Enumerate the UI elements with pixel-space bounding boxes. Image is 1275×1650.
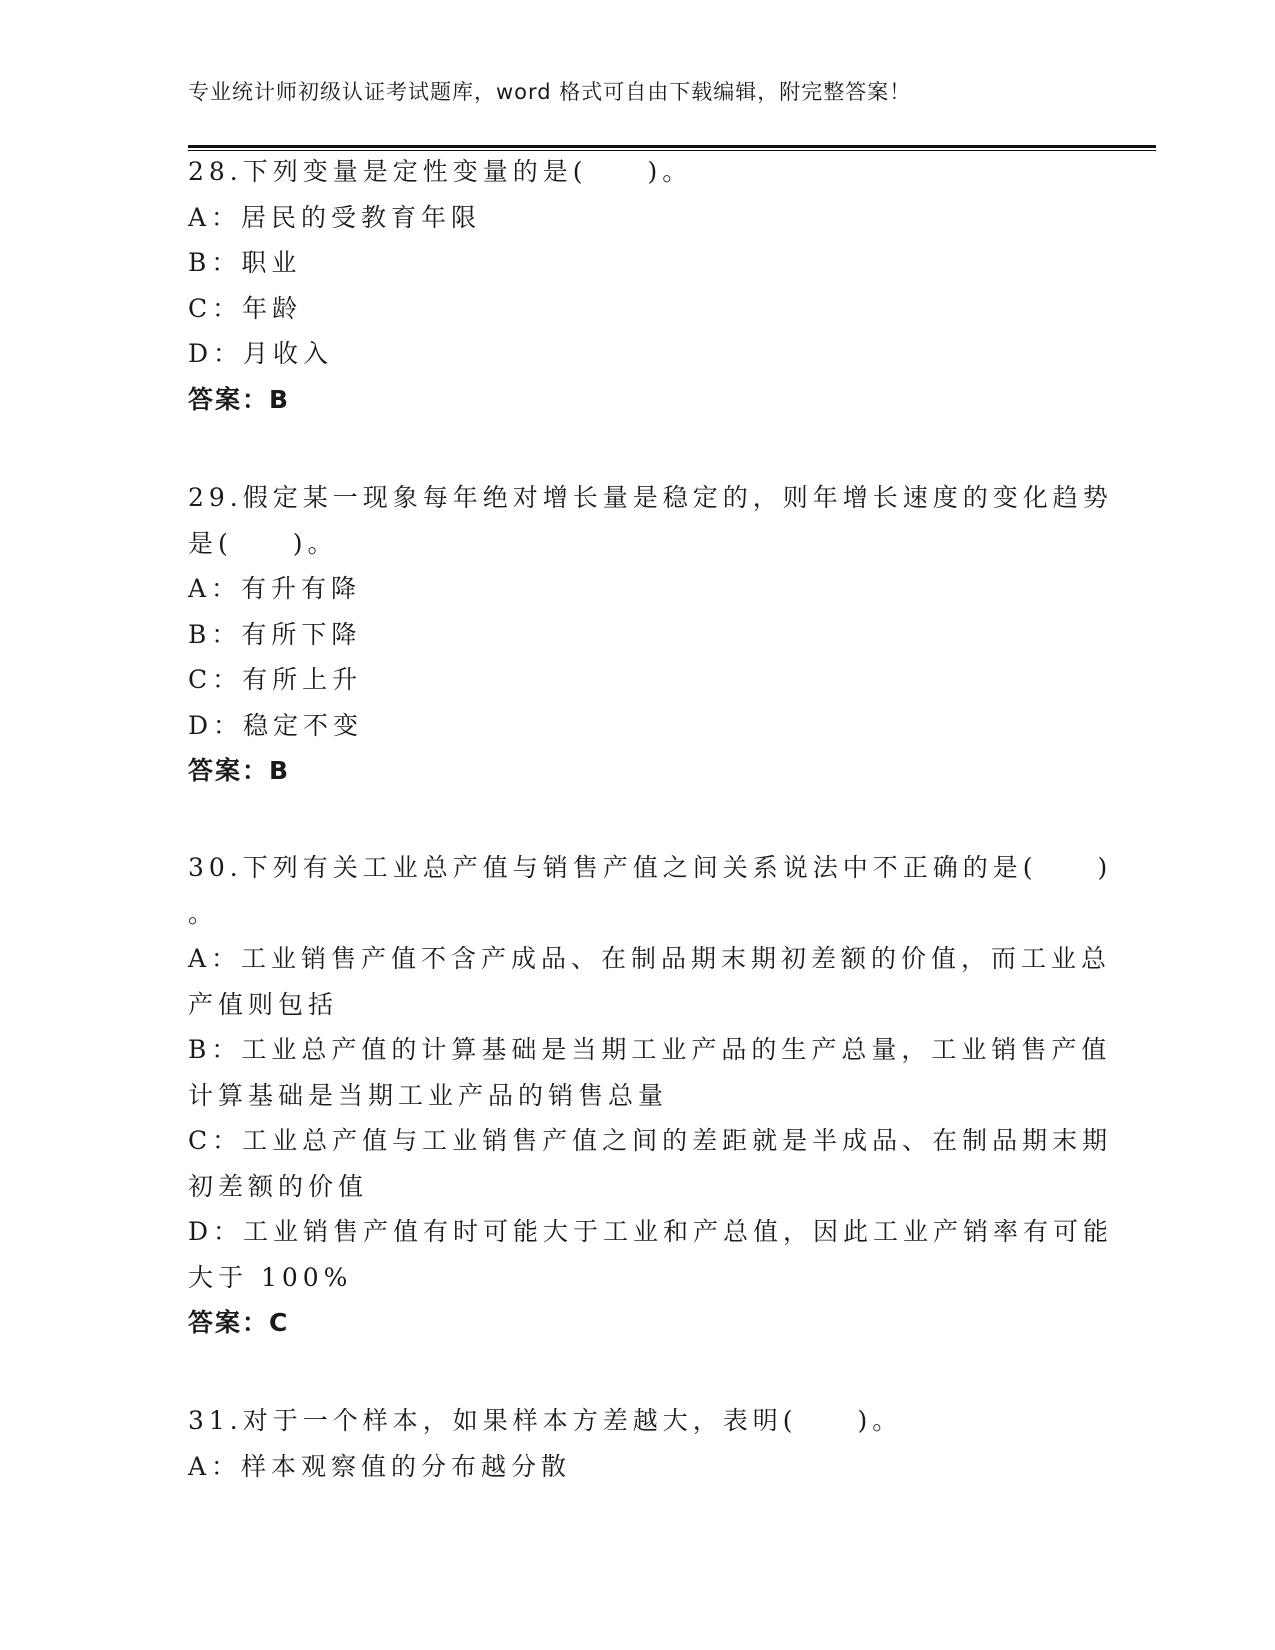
option-d-cont: 大于 100%: [188, 1262, 353, 1292]
question-31: [188, 1398, 1068, 1489]
question-28: [188, 149, 1068, 422]
option-b: B：工业总产值的计算基础是当期工业产品的生产总量，工业销售产值: [188, 1035, 1112, 1064]
option-c: C：年龄: [188, 293, 303, 323]
answer: 答案：B: [188, 384, 291, 414]
option-c-cont: 初差额的价值: [188, 1171, 369, 1201]
answer: 答案：B: [188, 756, 291, 785]
option-d: D：月收入: [188, 339, 334, 368]
answer: 答案：C: [188, 1308, 290, 1337]
question-stem-cont: 是( )。: [188, 528, 338, 558]
option-a: A：工业销售产值不含产成品、在制品期末期初差额的价值，而工业总: [188, 944, 1112, 973]
option-b: B：职业: [188, 248, 302, 277]
option-d: D：工业销售产值有时可能大于工业和产总值，因此工业产销率有可能: [188, 1217, 1114, 1246]
option-b-cont: 计算基础是当期工业产品的销售总量: [188, 1080, 669, 1110]
option-c: C：工业总产值与工业销售产值之间的差距就是半成品、在制品期末期: [188, 1126, 1113, 1155]
page-header: 专业统计师初级认证考试题库，word 格式可自由下载编辑，附完整答案！: [188, 80, 912, 104]
option-c: C：有所上升: [188, 665, 363, 694]
option-b: B：有所下降: [188, 619, 362, 649]
question-stem: 29.假定某一现象每年绝对增长量是稳定的，则年增长速度的变化趋势: [188, 483, 1113, 512]
question-stem-cont: 。: [188, 898, 219, 928]
option-d: D：稳定不变: [188, 710, 364, 740]
question-stem: 28.下列变量是定性变量的是( )。: [188, 157, 693, 186]
option-a: A：样本观察值的分布越分散: [188, 1451, 572, 1481]
header-rule: [188, 145, 1156, 148]
option-a-cont: 产值则包括: [188, 989, 339, 1019]
question-stem: 31.对于一个样本，如果样本方差越大，表明( )。: [188, 1406, 903, 1435]
option-a: A：有升有降: [188, 574, 362, 603]
option-a: A：居民的受教育年限: [188, 202, 482, 232]
question-29: [188, 475, 1113, 794]
question-30: [188, 845, 1114, 1346]
question-stem: 30.下列有关工业总产值与销售产值之间关系说法中不正确的是( ): [188, 853, 1113, 882]
